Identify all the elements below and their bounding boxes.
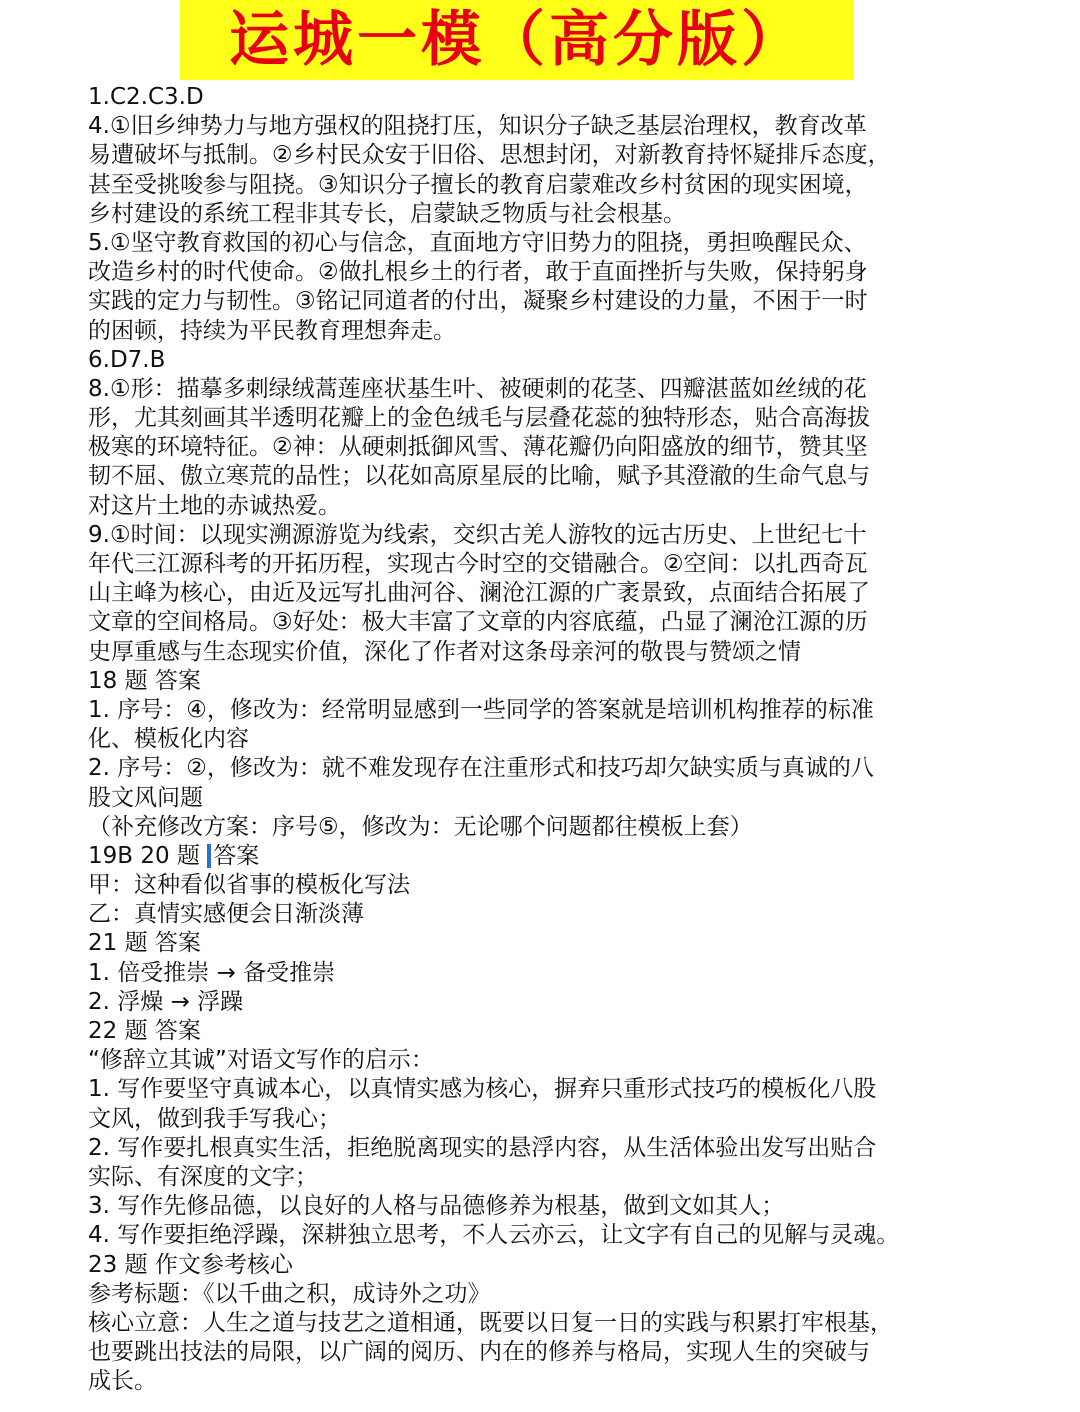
answer-line: 韧不屈、傲立寒荒的品性；以花如高原星辰的比喻，赋予其澄澈的生命气息与 [88, 463, 870, 490]
answer-content [88, 83, 958, 1396]
answer-line: 18 题 答案 [88, 667, 201, 694]
answer-line [88, 842, 958, 871]
answer-line: 山主峰为核心，由近及远写扎曲河谷、澜沧江源的广袤景致，点面结合拓展了 [88, 580, 870, 607]
answer-line: 1. 写作要坚守真诚本心，以真情实感为核心，摒弃只重形式技巧的模板化八股 [88, 1076, 877, 1103]
answer-line: 文章的空间格局。③好处：极大丰富了文章的内容底蕴，凸显了澜沧江源的历 [88, 609, 868, 636]
answer-line: 2. 写作要扎根真实生活，拒绝脱离现实的悬浮内容，从生活体验出发写出贴合 [88, 1134, 877, 1161]
answer-line: 极寒的环境特征。②神：从硬刺抵御风雪、薄花瓣仍向阳盛放的细节，赞其坚 [88, 434, 868, 461]
answer-line: 乙：真情实感便会日渐淡薄 [88, 901, 364, 928]
answer-line: 1. 倍受推崇 → 备受推崇 [88, 959, 336, 986]
answer-line: 23 题 作文参考核心 [88, 1251, 293, 1278]
page-title: 运城一模（高分版） [229, 5, 805, 75]
answer-line: 1.C2.C3.D [88, 84, 204, 110]
text-cursor [207, 844, 211, 868]
answer-line: 1. 序号：④，修改为：经常明显感到一些同学的答案就是培训机构推荐的标准 [88, 696, 874, 723]
answer-line: 参考标题：《以千曲之积，成诗外之功》 [88, 1280, 491, 1307]
answer-line: 8.①形：描摹多刺绿绒蒿莲座状基生叶、被硬刺的花茎、四瓣湛蓝如丝绒的花 [88, 375, 867, 402]
answer-line: 改造乡村的时代使命。②做扎根乡土的行者，敢于直面挫折与失败，保持躬身 [88, 259, 868, 286]
answer-line: 21 题 答案 [88, 930, 201, 957]
answer-line: 对这片土地的赤诚热爱。 [88, 492, 341, 519]
answer-line: 也要跳出技法的局限，以广阔的阅历、内在的修养与格局，实现人生的突破与 [88, 1339, 870, 1366]
answer-line: “修辞立其诚”对语文写作的启示： [88, 1047, 434, 1074]
answer-line: 易遭破坏与抵制。②乡村民众安于旧俗、思想封闭，对新教育持怀疑排斥态度， [88, 142, 891, 169]
answer-line: 4. 写作要拒绝浮躁，深耕独立思考，不人云亦云，让文字有自己的见解与灵魂。 [88, 1222, 900, 1249]
answer-line: 史厚重感与生态现实价值，深化了作者对这条母亲河的敬畏与赞颂之情 [88, 638, 801, 665]
answer-line: 实践的定力与韧性。③铭记同道者的付出，凝聚乡村建设的力量，不困于一时 [88, 288, 868, 315]
answer-line: 2. 序号：②，修改为：就不难发现存在注重形式和技巧却欠缺实质与真诚的八 [88, 755, 874, 782]
answer-line: 2. 浮燥 → 浮躁 [88, 988, 244, 1015]
answer-line: 甚至受挑唆参与阻挠。③知识分子擅长的教育启蒙难改乡村贫困的现实困境， [88, 171, 868, 198]
answer-line: 3. 写作先修品德，以良好的人格与品德修养为根基，做到文如其人； [88, 1193, 785, 1220]
answer-line: 的困顿，持续为平民教育理想奔走。 [88, 317, 456, 344]
answer-line: 核心立意：人生之道与技艺之道相通，既要以日复一日的实践与积累打牢根基， [88, 1309, 893, 1336]
answer-line: 乡村建设的系统工程非其专长，启蒙缺乏物质与社会根基。 [88, 200, 686, 227]
answer-line: 股文风问题 [88, 784, 203, 811]
answer-line: 甲：这种看似省事的模板化写法 [88, 872, 410, 899]
answer-line: 文风，做到我手写我心； [88, 1105, 341, 1132]
line-segment: 答案 [213, 842, 260, 869]
answer-line: 5.①坚守教育救国的初心与信念，直面地方守旧势力的阻挠，勇担唤醒民众、 [88, 229, 867, 256]
answer-line: 4.①旧乡绅势力与地方强权的阻挠打压，知识分子缺乏基层治理权，教育改革 [88, 113, 867, 140]
title-banner [180, 0, 854, 80]
answer-line: 22 题 答案 [88, 1018, 201, 1044]
answer-line: 9.①时间：以现实溯源游览为线索，交织古羌人游牧的远古历史、上世纪七十 [88, 521, 867, 548]
answer-line: 化、模板化内容 [88, 726, 249, 753]
answer-line: 实际、有深度的文字； [88, 1163, 318, 1190]
answer-line: 形，尤其刻画其半透明花瓣上的金色绒毛与层叠花蕊的独特形态，贴合高海拔 [88, 405, 870, 432]
answer-line: 成长。 [88, 1368, 157, 1395]
answer-line: （补充修改方案：序号⑤，修改为：无论哪个问题都往模板上套） [88, 813, 753, 840]
answer-line: 6.D7.B [88, 346, 166, 373]
line-segment: 19B 20 题 [88, 842, 208, 869]
answer-line: 年代三江源科考的开拓历程，实现古今时空的交错融合。②空间：以扎西奇瓦 [88, 551, 868, 577]
